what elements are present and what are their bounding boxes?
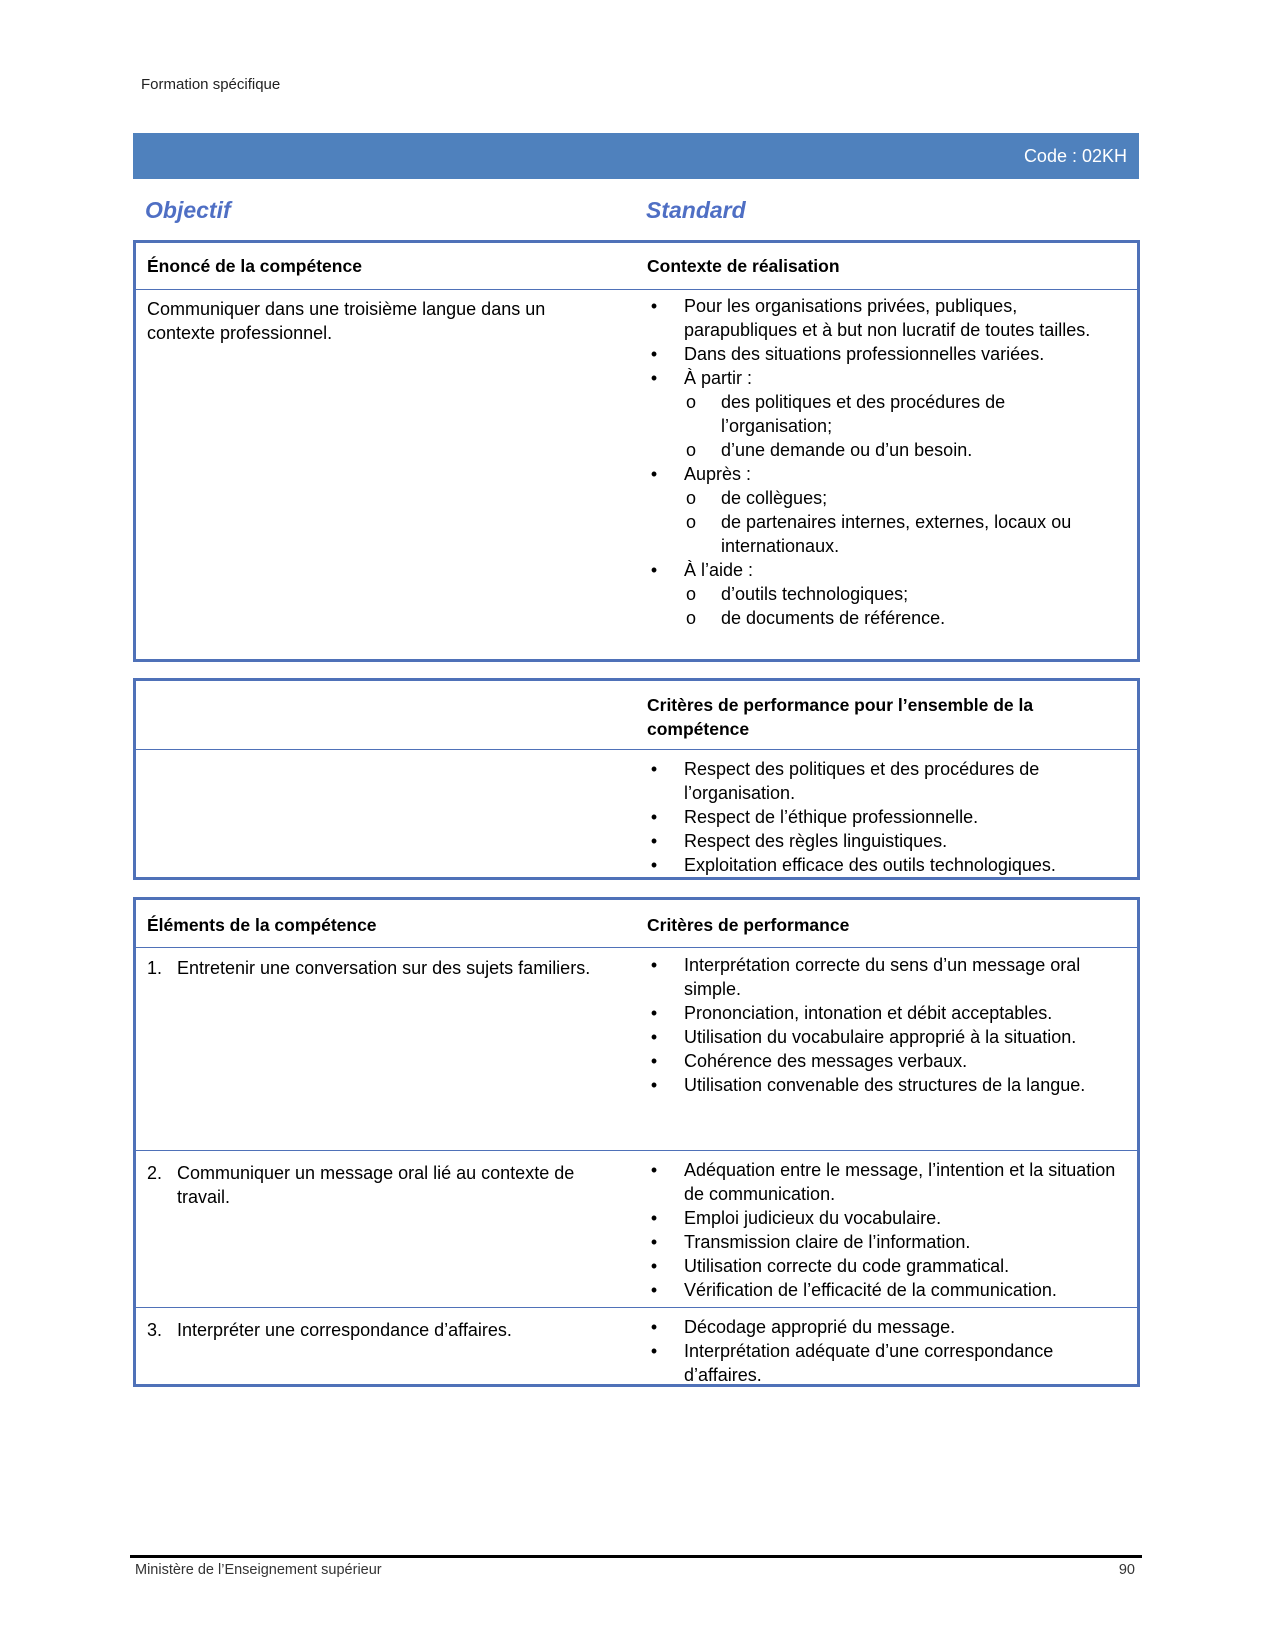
bullet-icon: •: [650, 560, 658, 580]
criterion-text: Respect des politiques et des procédures de l’organisation.: [684, 759, 1040, 803]
criterion-item: [647, 853, 1117, 877]
sub-bullet-icon: o: [686, 392, 697, 412]
program-code: Code : 02KH: [1023, 146, 1127, 166]
criterion-item: [647, 1049, 1117, 1073]
context-item: [647, 342, 1117, 366]
context-text: Auprès :: [684, 464, 752, 484]
table-header: [136, 900, 1137, 948]
context-subtext: de documents de référence.: [721, 608, 946, 628]
bullet-icon: •: [650, 1003, 658, 1023]
bullet-icon: •: [650, 1051, 658, 1071]
criterion-item: [647, 1339, 1117, 1387]
bullet-icon: •: [650, 1075, 658, 1095]
element-2: [147, 1161, 617, 1209]
context-list: [647, 294, 1117, 630]
context-subitem: [684, 606, 1117, 630]
criterion-text: Utilisation du vocabulaire approprié à la situation.: [684, 1027, 1077, 1047]
criteria-header: Critères de performance: [647, 915, 850, 935]
criterion-text: Cohérence des messages verbaux.: [684, 1051, 968, 1071]
bullet-icon: •: [650, 1341, 658, 1361]
sub-bullet-icon: o: [686, 512, 697, 532]
context-subtext: d’une demande ou d’un besoin.: [721, 440, 973, 460]
row-divider: [136, 1307, 1137, 1308]
elements-header: Éléments de la compétence: [147, 915, 377, 935]
bullet-icon: •: [650, 1256, 658, 1276]
bullet-icon: •: [650, 296, 658, 316]
objective-title: Objectif: [145, 197, 231, 223]
bullet-icon: •: [650, 344, 658, 364]
sub-bullet-icon: o: [686, 608, 697, 628]
sub-bullet-icon: o: [686, 488, 697, 508]
competency-statement: Communiquer dans une troisième langue dans un contexte professionnel.: [147, 299, 546, 343]
criterion-text: Interprétation adéquate d’une correspondance d’affaires.: [684, 1341, 1054, 1385]
criterion-text: Respect de l’éthique professionnelle.: [684, 807, 979, 827]
sub-bullet-icon: o: [686, 584, 697, 604]
bullet-icon: •: [650, 464, 658, 484]
context-subtext: de collègues;: [721, 488, 828, 508]
criterion-text: Transmission claire de l’information.: [684, 1232, 971, 1252]
criterion-item: [647, 1230, 1117, 1254]
criterion-item: [647, 805, 1117, 829]
bullet-icon: •: [650, 368, 658, 388]
criterion-text: Interprétation correcte du sens d’un message oral simple.: [684, 955, 1081, 999]
overall-criteria-list: [647, 757, 1117, 877]
table-header: [136, 681, 1137, 750]
criterion-text: Prononciation, intonation et débit acceptables.: [684, 1003, 1053, 1023]
context-subtext: d’outils technologiques;: [721, 584, 909, 604]
element-1-criteria: [647, 953, 1117, 1097]
context-text: À partir :: [684, 368, 753, 388]
context-subitem: [684, 486, 1117, 510]
running-head: Formation spécifique: [141, 76, 281, 93]
bullet-icon: •: [650, 955, 658, 975]
context-subtext: de partenaires internes, externes, locaux ou internationaux.: [721, 512, 1072, 556]
overall-criteria-table: [133, 678, 1140, 880]
element-number: 3.: [147, 1320, 163, 1340]
bullet-icon: •: [650, 807, 658, 827]
element-3: [147, 1318, 617, 1342]
criterion-item: [647, 1073, 1117, 1097]
criterion-text: Vérification de l’efficacité de la communication.: [684, 1280, 1057, 1300]
element-number: 1.: [147, 958, 163, 978]
row-divider: [136, 1150, 1137, 1151]
criterion-text: Emploi judicieux du vocabulaire.: [684, 1208, 942, 1228]
overall-criteria-header: Critères de performance pour l’ensemble de la compétence: [647, 695, 1034, 739]
element-text: Communiquer un message oral lié au contexte de travail.: [177, 1163, 575, 1207]
bullet-icon: •: [650, 1208, 658, 1228]
context-item: [647, 558, 1117, 630]
criterion-item: [647, 1001, 1117, 1025]
criterion-text: Respect des règles linguistiques.: [684, 831, 948, 851]
code-banner: [133, 133, 1139, 179]
element-1: [147, 956, 617, 980]
context-text: À l’aide :: [684, 560, 754, 580]
elements-table: [133, 897, 1140, 1387]
criterion-text: Décodage approprié du message.: [684, 1317, 956, 1337]
criterion-item: [647, 757, 1117, 805]
footer-rule: [130, 1555, 1142, 1558]
context-text: Pour les organisations privées, publiques, parapubliques et à but non lucratif de toutes tailles.: [684, 296, 1091, 340]
context-sublist: [684, 390, 1117, 462]
standard-title: Standard: [646, 197, 746, 223]
element-text: Interpréter une correspondance d’affaires.: [177, 1320, 512, 1340]
element-text: Entretenir une conversation sur des sujets familiers.: [177, 958, 591, 978]
criterion-text: Adéquation entre le message, l’intention et la situation de communication.: [684, 1160, 1116, 1204]
context-subitem: [684, 510, 1117, 558]
bullet-icon: •: [650, 831, 658, 851]
context-item: [647, 462, 1117, 558]
context-subtext: des politiques et des procédures de l’organisation;: [721, 392, 1006, 436]
criterion-text: Exploitation efficace des outils technologiques.: [684, 855, 1056, 875]
table-header: [136, 243, 1137, 290]
criterion-item: [647, 1025, 1117, 1049]
page-number: 90: [1118, 1562, 1135, 1578]
criterion-text: Utilisation convenable des structures de la langue.: [684, 1075, 1086, 1095]
criterion-item: [647, 953, 1117, 1001]
context-subitem: [684, 438, 1117, 462]
footer-ministry: Ministère de l’Enseignement supérieur: [135, 1562, 382, 1578]
context-subitem: [684, 390, 1117, 438]
criterion-item: [647, 1278, 1117, 1302]
context-item: [647, 366, 1117, 462]
bullet-icon: •: [650, 855, 658, 875]
element-number: 2.: [147, 1163, 163, 1183]
criterion-text: Utilisation correcte du code grammatical.: [684, 1256, 1010, 1276]
bullet-icon: •: [650, 1280, 658, 1300]
bullet-icon: •: [650, 1027, 658, 1047]
criterion-item: [647, 1158, 1117, 1206]
context-sublist: [684, 486, 1117, 558]
context-subitem: [684, 582, 1117, 606]
bullet-icon: •: [650, 1160, 658, 1180]
criterion-item: [647, 829, 1117, 853]
element-2-criteria: [647, 1158, 1117, 1302]
bullet-icon: •: [650, 1232, 658, 1252]
statement-header: Énoncé de la compétence: [147, 256, 362, 276]
bullet-icon: •: [650, 1317, 658, 1337]
criterion-item: [647, 1254, 1117, 1278]
context-header: Contexte de réalisation: [647, 256, 840, 276]
competency-statement-table: [133, 240, 1140, 662]
bullet-icon: •: [650, 759, 658, 779]
criterion-item: [647, 1315, 1117, 1339]
sub-bullet-icon: o: [686, 440, 697, 460]
context-item: [647, 294, 1117, 342]
element-3-criteria: [647, 1315, 1117, 1387]
context-text: Dans des situations professionnelles variées.: [684, 344, 1045, 364]
criterion-item: [647, 1206, 1117, 1230]
context-sublist: [684, 582, 1117, 630]
